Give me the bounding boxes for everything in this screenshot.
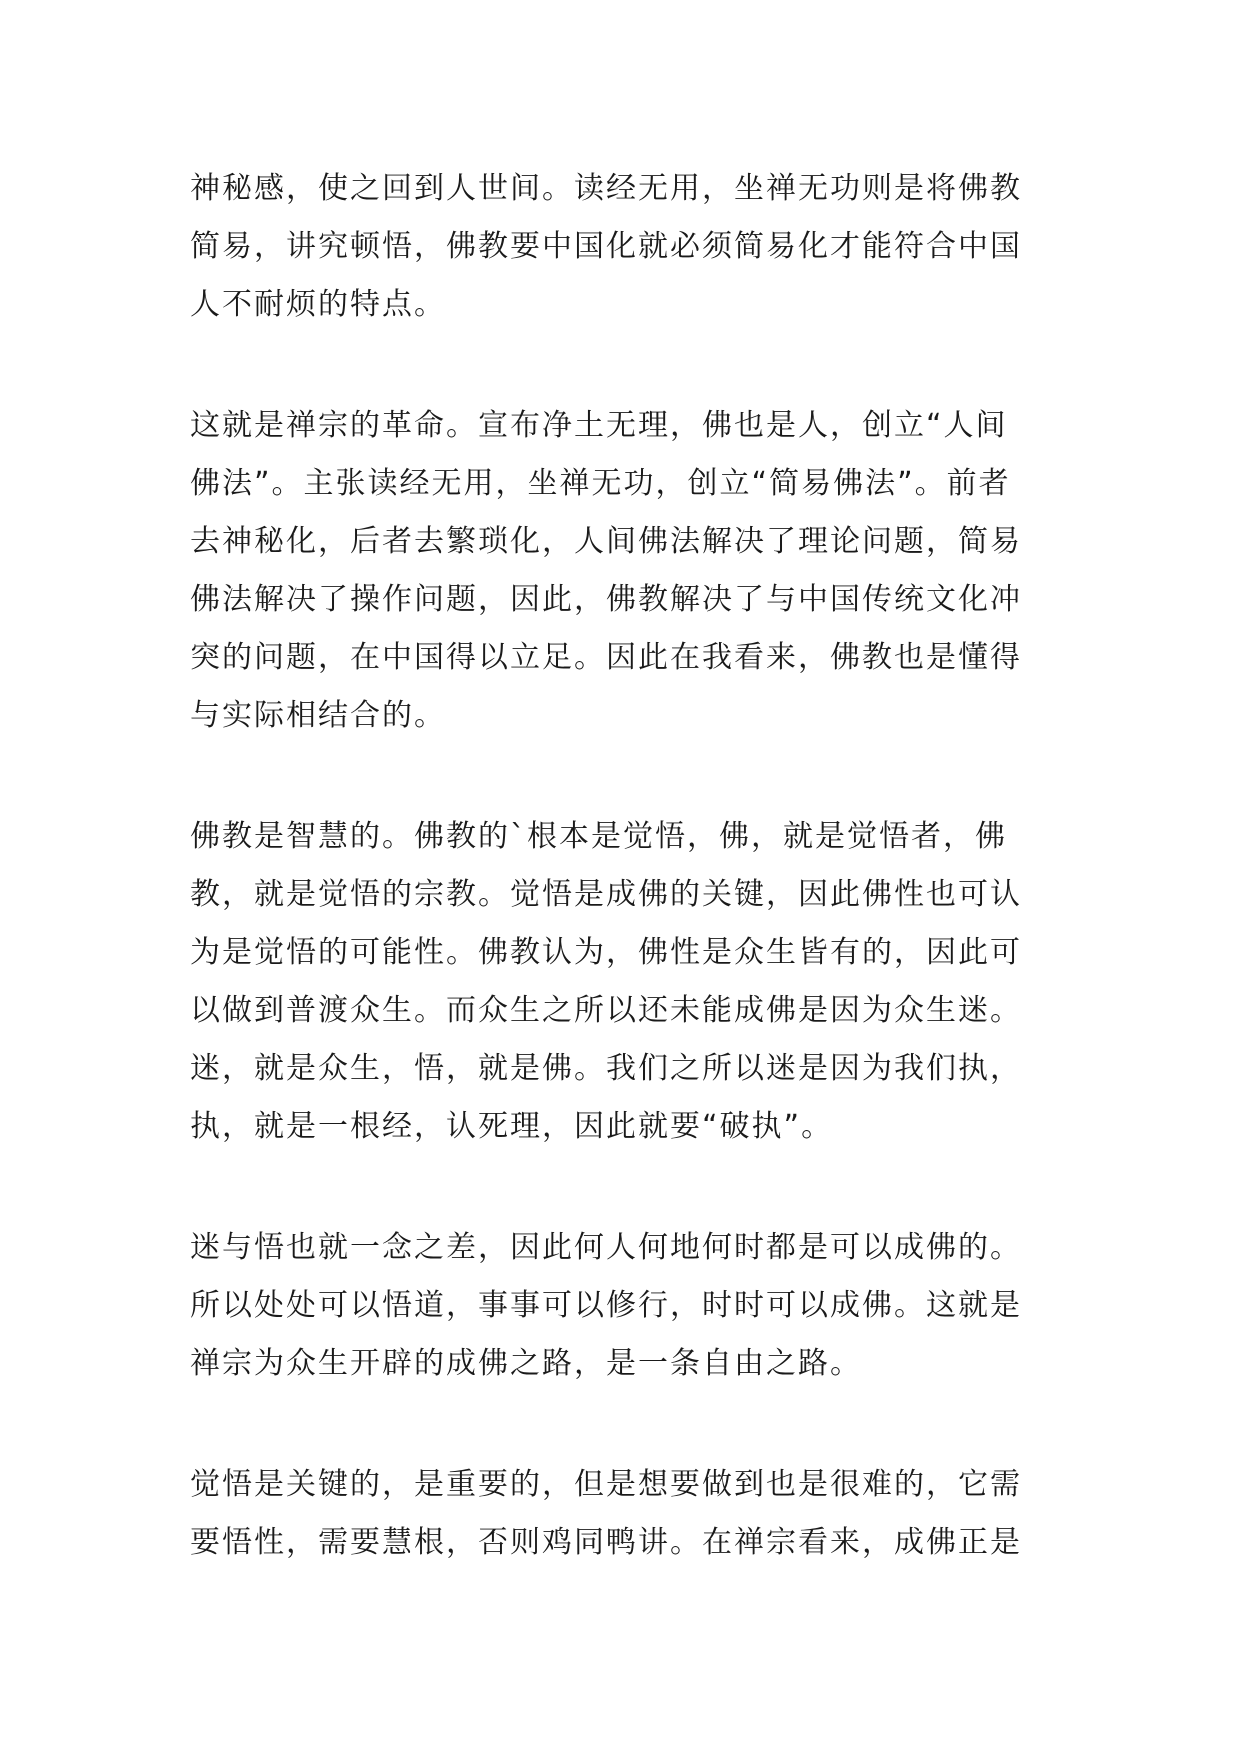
text-line: 教，就是觉悟的宗教。觉悟是成佛的关键，因此佛性也可认: [190, 877, 1022, 912]
text-line: 这就是禅宗的革命。宣布净土无理，佛也是人，创立“人间: [190, 408, 1008, 443]
text-line: 以做到普渡众生。而众生之所以还未能成佛是因为众生迷。: [190, 993, 1022, 1028]
text-line: 迷，就是众生，悟，就是佛。我们之所以迷是因为我们执，: [190, 1051, 1022, 1086]
text-line: 禅宗为众生开辟的成佛之路，是一条自由之路。: [190, 1346, 862, 1381]
text-line: 佛法解决了操作问题，因此，佛教解决了与中国传统文化冲: [190, 582, 1022, 617]
text-line: 与实际相结合的。: [190, 698, 446, 733]
text-line: 为是觉悟的可能性。佛教认为，佛性是众生皆有的，因此可: [190, 935, 1022, 970]
document-body: [190, 160, 1070, 1635]
text-line: 佛法”。主张读经无用，坐禅无功，创立“简易佛法”。前者: [190, 466, 1011, 501]
paragraph-3: [190, 808, 1070, 1156]
paragraph-2: [190, 397, 1070, 745]
text-line: 执，就是一根经，认死理，因此就要“破执”。: [190, 1109, 834, 1144]
text-line: 佛教是智慧的。佛教的`根本是觉悟，佛，就是觉悟者，佛: [190, 819, 1007, 854]
text-line: 去神秘化，后者去繁琐化，人间佛法解决了理论问题，简易: [190, 524, 1022, 559]
text-line: 简易，讲究顿悟，佛教要中国化就必须简易化才能符合中国: [190, 229, 1022, 264]
paragraph-5: [190, 1456, 1070, 1572]
text-line: 要悟性，需要慧根，否则鸡同鸭讲。在禅宗看来，成佛正是: [190, 1525, 1022, 1560]
paragraph-1: [190, 160, 1070, 334]
text-line: 神秘感，使之回到人世间。读经无用，坐禅无功则是将佛教: [190, 171, 1022, 206]
text-line: 觉悟是关键的，是重要的，但是想要做到也是很难的，它需: [190, 1467, 1022, 1502]
text-line: 迷与悟也就一念之差，因此何人何地何时都是可以成佛的。: [190, 1230, 1022, 1265]
text-line: 突的问题，在中国得以立足。因此在我看来，佛教也是懂得: [190, 640, 1022, 675]
text-line: 所以处处可以悟道，事事可以修行，时时可以成佛。这就是: [190, 1288, 1022, 1323]
paragraph-4: [190, 1219, 1070, 1393]
text-line: 人不耐烦的特点。: [190, 287, 446, 322]
